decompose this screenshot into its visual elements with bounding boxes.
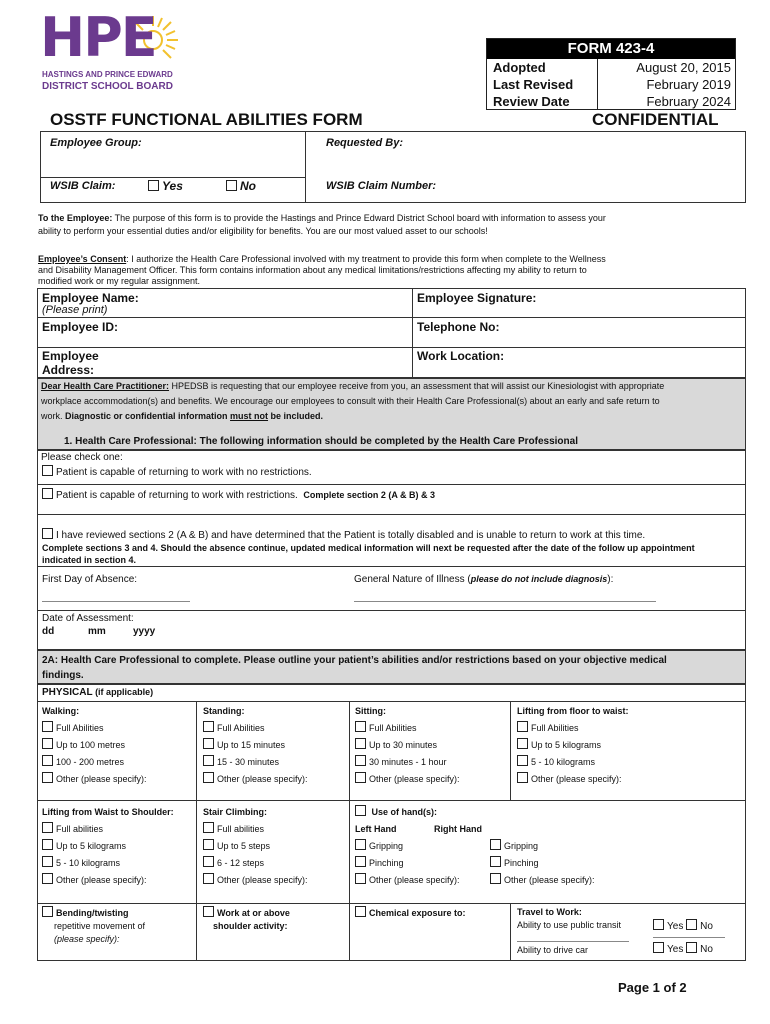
use-of-hands-checkbox[interactable] xyxy=(355,805,366,816)
last-revised-label: Last Revised xyxy=(493,77,574,92)
logo-line1: HASTINGS AND PRINCE EDWARD xyxy=(42,70,173,79)
walking-title: Walking: xyxy=(42,706,80,716)
indicated-section4-note: indicated in section 4. xyxy=(42,555,137,565)
stair-climbing-column xyxy=(203,804,353,889)
right-gripping-label: Gripping xyxy=(504,841,539,851)
use-of-hands-column xyxy=(355,804,740,889)
right-other-checkbox[interactable] xyxy=(490,873,501,884)
standing-opt-label: Other (please specify): xyxy=(217,774,308,784)
sitting-opt-label: Full Abilities xyxy=(369,723,417,733)
date-assessment-label: Date of Assessment: xyxy=(42,613,134,624)
wsib-yes-label: Yes xyxy=(162,179,183,193)
standing-opt-label: 15 - 30 minutes xyxy=(217,757,280,767)
complete-section2-note: Complete section 2 (A & B) & 3 xyxy=(303,490,436,500)
with-restrictions-checkbox[interactable] xyxy=(42,488,53,499)
drive-no-label: No xyxy=(700,944,713,955)
bending-title: Bending/twisting xyxy=(56,908,129,918)
stair-opt-checkbox[interactable] xyxy=(203,839,214,850)
stair-opt-checkbox[interactable] xyxy=(203,856,214,867)
lifting-floor-opt-label: Other (please specify): xyxy=(531,774,622,784)
to-employee-text1: The purpose of this form is to provide the Hastings and Prince Edward District School board with information to assess your xyxy=(112,213,606,223)
sitting-opt-label: Other (please specify): xyxy=(369,774,460,784)
lifting-shoulder-opt-checkbox[interactable] xyxy=(42,873,53,884)
to-employee-text2: ability to perform your essential duties and/or eligibility for benefits. You are our most valued asset to our schools! xyxy=(38,226,488,236)
drive-car-label: Ability to drive car xyxy=(517,945,589,955)
adopted-label: Adopted xyxy=(493,60,546,75)
drive-yes-checkbox[interactable] xyxy=(653,942,664,953)
telephone-field[interactable]: Telephone No: xyxy=(417,320,500,334)
lifting-floor-opt-checkbox[interactable] xyxy=(517,772,528,783)
lifting-shoulder-opt-checkbox[interactable] xyxy=(42,822,53,833)
right-pinching-checkbox[interactable] xyxy=(490,856,501,867)
lifting-shoulder-opt-checkbox[interactable] xyxy=(42,856,53,867)
complete-section3-note: Complete sections 3 and 4. Should the absence continue, updated medical information will next be requested after the date of the follow up appointment xyxy=(42,543,695,553)
practitioner-text2: workplace accommodation(s) and benefits. We encourage our employees to consult with their Health Care Professional(s) about an early and safe return to xyxy=(41,396,660,406)
date-mm[interactable]: mm xyxy=(88,626,106,637)
consent-label: Employee’s Consent xyxy=(38,254,127,264)
chemical-checkbox[interactable] xyxy=(355,906,366,917)
last-revised-value: February 2019 xyxy=(646,77,731,92)
sitting-opt-label: 30 minutes - 1 hour xyxy=(369,757,447,767)
sitting-opt-checkbox[interactable] xyxy=(355,738,366,749)
section2a-heading-2: findings. xyxy=(42,670,84,681)
left-pinching-checkbox[interactable] xyxy=(355,856,366,867)
standing-opt-checkbox[interactable] xyxy=(203,772,214,783)
stair-opt-checkbox[interactable] xyxy=(203,822,214,833)
practitioner-label: Dear Health Care Practitioner: xyxy=(41,381,170,391)
employee-name-field[interactable]: Employee Name: xyxy=(42,291,139,305)
left-gripping-checkbox[interactable] xyxy=(355,839,366,850)
stair-climbing-title: Stair Climbing: xyxy=(203,807,268,817)
standing-opt-checkbox[interactable] xyxy=(203,738,214,749)
employee-signature-field[interactable]: Employee Signature: xyxy=(417,291,537,305)
no-restrictions-checkbox[interactable] xyxy=(42,465,53,476)
lifting-floor-opt-checkbox[interactable] xyxy=(517,721,528,732)
date-dd[interactable]: dd xyxy=(42,626,55,637)
lifting-floor-opt-checkbox[interactable] xyxy=(517,755,528,766)
work-above-detail: shoulder activity: xyxy=(213,921,288,931)
transit-no-checkbox[interactable] xyxy=(686,919,697,930)
section1-heading: 1. Health Care Professional: The following information should be completed by the Health Care Professional xyxy=(64,436,578,447)
walking-opt-label: Up to 100 metres xyxy=(56,740,126,750)
standing-opt-label: Up to 15 minutes xyxy=(217,740,286,750)
bending-checkbox[interactable] xyxy=(42,906,53,917)
to-employee-label: To the Employee: xyxy=(38,213,113,223)
lifting-shoulder-opt-label: Up to 5 kilograms xyxy=(56,841,127,851)
lifting-floor-opt-checkbox[interactable] xyxy=(517,738,528,749)
stair-opt-label: Full abilities xyxy=(217,824,265,834)
with-restrictions-label: Patient is capable of returning to work with restrictions. xyxy=(56,490,298,501)
travel-title: Travel to Work: xyxy=(517,907,582,917)
practitioner-text3d: be included. xyxy=(268,411,324,421)
walking-column xyxy=(42,703,192,788)
employee-group-field[interactable]: Employee Group: xyxy=(50,137,142,149)
stair-opt-label: Other (please specify): xyxy=(217,875,308,885)
consent-text3: modified work or my regular assignment. xyxy=(38,276,201,286)
no-diagnosis-note: please do not include diagnosis xyxy=(470,574,608,584)
sitting-opt-checkbox[interactable] xyxy=(355,772,366,783)
first-day-absence-label: First Day of Absence: xyxy=(42,574,138,585)
practitioner-text3a: work. xyxy=(41,411,66,421)
right-hand-label: Right Hand xyxy=(434,824,482,834)
left-pinching-label: Pinching xyxy=(369,858,404,868)
left-gripping-label: Gripping xyxy=(369,841,404,851)
form-title: OSSTF FUNCTIONAL ABILITIES FORM xyxy=(50,110,363,129)
work-above-checkbox[interactable] xyxy=(203,906,214,917)
employee-fields-box xyxy=(37,288,746,378)
lifting-shoulder-opt-label: Full abilities xyxy=(56,824,104,834)
requested-by-field[interactable]: Requested By: xyxy=(326,137,404,149)
sitting-opt-label: Up to 30 minutes xyxy=(369,740,438,750)
lifting-shoulder-opt-label: 5 - 10 kilograms xyxy=(56,858,121,868)
wsib-no-label: No xyxy=(240,179,256,193)
practitioner-text1: HPEDSB is requesting that our employee receive from you, an assessment that will assist our Kinesiologist with appropriate xyxy=(169,381,665,391)
totally-disabled-label: I have reviewed sections 2 (A & B) and have determined that the Patient is totally disabled and is unable to return to work at this time. xyxy=(56,530,646,541)
nature-illness-input[interactable] xyxy=(354,601,656,602)
adopted-value: August 20, 2015 xyxy=(636,60,731,75)
wsib-claim-number-field[interactable]: WSIB Claim Number: xyxy=(326,180,437,192)
walking-opt-checkbox[interactable] xyxy=(42,755,53,766)
walking-opt-checkbox[interactable] xyxy=(42,738,53,749)
drive-yes-label: Yes xyxy=(667,944,684,955)
bending-detail: repetitive movement of xyxy=(54,921,146,931)
wsib-no-checkbox[interactable] xyxy=(226,180,237,191)
consent-text2: and Disability Management Officer. This form contains information about any medical limitations/restrictions affecting my ability to return to xyxy=(38,265,587,275)
sitting-opt-checkbox[interactable] xyxy=(355,721,366,732)
page-number: Page 1 of 2 xyxy=(618,980,687,995)
no-restrictions-label: Patient is capable of returning to work with no restrictions. xyxy=(56,467,312,478)
transit-yes-checkbox[interactable] xyxy=(653,919,664,930)
stair-opt-label: Up to 5 steps xyxy=(217,841,271,851)
standing-opt-checkbox[interactable] xyxy=(203,721,214,732)
work-location-field[interactable]: Work Location: xyxy=(417,349,505,363)
right-pinching-label: Pinching xyxy=(504,858,539,868)
lifting-floor-opt-label: 5 - 10 kilograms xyxy=(531,757,596,767)
confidential-label: CONFIDENTIAL xyxy=(592,110,719,129)
drive-no-checkbox[interactable] xyxy=(686,942,697,953)
left-other-checkbox[interactable] xyxy=(355,873,366,884)
bending-specify: (please specify): xyxy=(54,934,120,944)
form-info-box xyxy=(486,38,736,110)
standing-column xyxy=(203,703,353,788)
lifting-floor-column xyxy=(517,703,742,788)
form-number: FORM 423-4 xyxy=(487,39,735,59)
stair-opt-checkbox[interactable] xyxy=(203,873,214,884)
work-above-title: Work at or above xyxy=(217,908,290,918)
walking-opt-label: Other (please specify): xyxy=(56,774,147,784)
lifting-shoulder-title: Lifting from Waist to Shoulder: xyxy=(42,807,174,817)
walking-opt-checkbox[interactable] xyxy=(42,721,53,732)
logo-line2: DISTRICT SCHOOL BOARD xyxy=(42,81,173,92)
standing-opt-checkbox[interactable] xyxy=(203,755,214,766)
wsib-claim-label: WSIB Claim: xyxy=(50,180,116,192)
sitting-column xyxy=(355,703,510,788)
walking-opt-label: Full Abilities xyxy=(56,723,104,733)
public-transit-label: Ability to use public transit xyxy=(517,920,622,930)
lifting-floor-opt-label: Up to 5 kilograms xyxy=(531,740,602,750)
walking-opt-label: 100 - 200 metres xyxy=(56,757,125,767)
left-hand-label: Left Hand xyxy=(355,824,397,834)
sitting-title: Sitting: xyxy=(355,706,386,716)
first-day-absence-input[interactable] xyxy=(42,601,190,602)
hpe-logo xyxy=(38,6,188,98)
wsib-yes-checkbox[interactable] xyxy=(148,180,159,191)
chemical-title: Chemical exposure to: xyxy=(369,908,466,918)
section2a-heading: 2A: Health Care Professional to complete. Please outline your patient’s abilities and/or restrictions based on your objective medical xyxy=(42,655,667,666)
lifting-shoulder-opt-label: Other (please specify): xyxy=(56,875,147,885)
lifting-floor-title: Lifting from floor to waist: xyxy=(517,706,629,716)
lifting-shoulder-column xyxy=(42,804,197,889)
nature-illness-label: General Nature of Illness ( xyxy=(354,574,471,585)
nature-illness-close: ): xyxy=(607,574,614,585)
review-date-label: Review Date xyxy=(493,94,570,109)
lifting-shoulder-opt-checkbox[interactable] xyxy=(42,839,53,850)
standing-opt-label: Full Abilities xyxy=(217,723,265,733)
check-one-label: Please check one: xyxy=(41,452,123,463)
review-date-value: February 2024 xyxy=(646,94,731,109)
right-other-label: Other (please specify): xyxy=(504,875,595,885)
please-print-note: (Please print) xyxy=(42,304,108,316)
consent-text1: : I authorize the Health Care Professional involved with my treatment to provide this form when complete to the Wellness xyxy=(126,254,606,264)
standing-title: Standing: xyxy=(203,706,245,716)
left-other-label: Other (please specify): xyxy=(369,875,460,885)
practitioner-must-not: must not xyxy=(230,411,269,421)
stair-opt-label: 6 - 12 steps xyxy=(217,858,265,868)
employee-address-field[interactable]: Address: xyxy=(42,363,95,377)
physical-label: PHYSICAL xyxy=(42,687,93,698)
right-gripping-checkbox[interactable] xyxy=(490,839,501,850)
sitting-opt-checkbox[interactable] xyxy=(355,755,366,766)
if-applicable-note: (if applicable) xyxy=(92,687,154,697)
walking-opt-checkbox[interactable] xyxy=(42,772,53,783)
totally-disabled-checkbox[interactable] xyxy=(42,528,53,539)
lifting-floor-opt-label: Full Abilities xyxy=(531,723,579,733)
use-of-hands-title: Use of hand(s): xyxy=(371,807,438,817)
transit-no-label: No xyxy=(700,921,713,932)
date-yyyy[interactable]: yyyy xyxy=(133,626,156,637)
employee-id-field[interactable]: Employee ID: xyxy=(42,320,119,334)
practitioner-text3b: Diagnostic or confidential information xyxy=(65,411,231,421)
logo-letters: HPE xyxy=(40,6,156,69)
transit-yes-label: Yes xyxy=(667,921,684,932)
employee-address-label-1: Employee xyxy=(42,349,99,363)
